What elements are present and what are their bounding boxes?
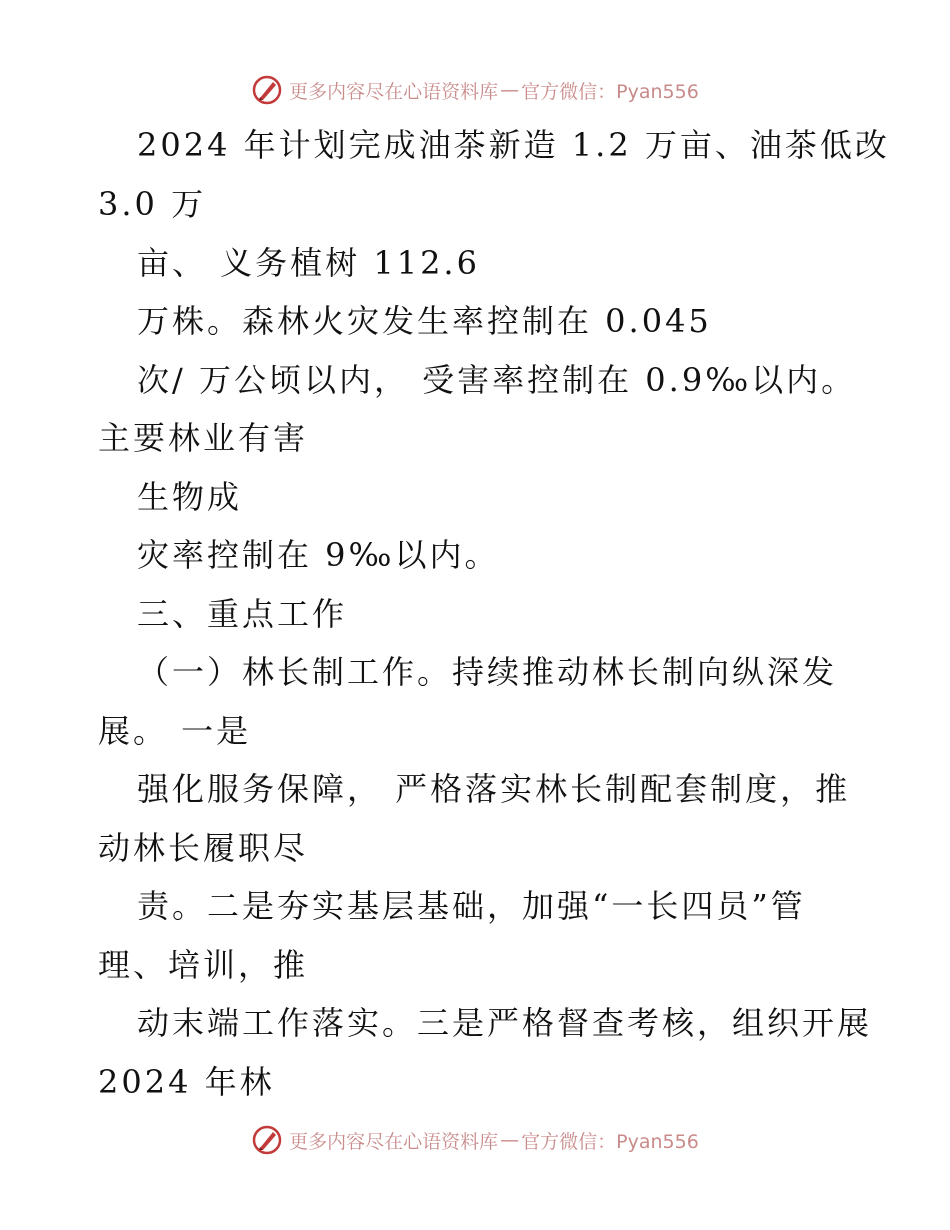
body-line: 3.0 万 <box>98 185 207 223</box>
body-line: 2024 年计划完成油茶新造 1.2 万亩、油茶低改 <box>137 126 890 164</box>
watermark-text: 更多内容尽在心语资料库 <box>289 1130 499 1153</box>
quill-pen-logo-icon <box>251 1124 283 1156</box>
watermark-separator: — <box>500 79 520 101</box>
body-line: 生物成 <box>137 478 243 516</box>
body-line: 责。二是夯实基层基础，加强“一长四员”管 <box>137 887 806 925</box>
quill-pen-logo-icon <box>251 74 283 106</box>
body-line: 理、培训，推 <box>98 946 309 984</box>
body-line: 灾率控制在 9‰以内。 <box>137 536 500 574</box>
body-line: 次/ 万公顷以内， 受害率控制在 0.9‰以内。 <box>137 361 857 399</box>
body-line: 主要林业有害 <box>98 419 309 457</box>
watermark-wechat: 官方微信：Pyan556 <box>521 80 699 103</box>
watermark-separator: — <box>500 1129 520 1151</box>
footer-watermark <box>0 1120 950 1160</box>
watermark-wechat: 官方微信：Pyan556 <box>521 1130 699 1153</box>
section-heading: 三、重点工作 <box>137 595 348 633</box>
body-line: 强化服务保障， 严格落实林长制配套制度，推 <box>137 770 851 808</box>
body-line: 亩、 义务植树 112.6 <box>137 244 480 282</box>
body-line: 动末端工作落实。三是严格督查考核，组织开展 <box>137 1004 873 1042</box>
body-line: 动林长履职尽 <box>98 829 309 867</box>
body-line: （一）林长制工作。持续推动林长制向纵深发 <box>137 653 838 691</box>
watermark-text: 更多内容尽在心语资料库 <box>289 80 499 103</box>
body-line: 展。 一是 <box>98 712 252 750</box>
body-line: 2024 年林 <box>98 1063 275 1101</box>
body-line: 万株。森林火灾发生率控制在 0.045 <box>137 302 712 340</box>
header-watermark <box>0 70 950 110</box>
